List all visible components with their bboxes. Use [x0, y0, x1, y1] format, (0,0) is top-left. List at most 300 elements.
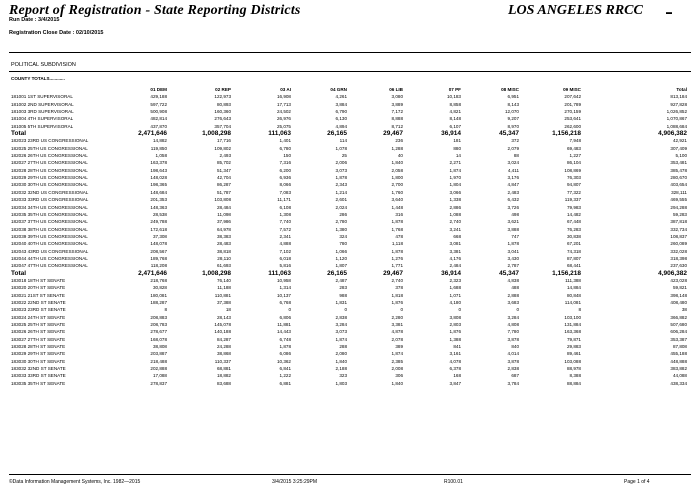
table-cell: 3,066 — [449, 189, 461, 195]
table-cell: 283 — [339, 285, 347, 291]
district-name: 183028 28TH ST SENATE — [11, 344, 66, 350]
column-header: 01 DEM — [150, 87, 167, 92]
table-cell: 163,378 — [150, 160, 167, 166]
table-cell: 1,120 — [335, 255, 347, 261]
table-cell: 3,081 — [449, 241, 461, 247]
table-cell: 1,840 — [391, 160, 403, 166]
table-cell: 45,347 — [499, 269, 519, 277]
table-cell: 37,308 — [152, 233, 167, 239]
table-cell: 86,287 — [216, 182, 231, 188]
table-cell: 8,066 — [279, 182, 291, 188]
table-cell: 7,083 — [279, 189, 291, 195]
table-cell: 2,838 — [507, 366, 519, 372]
table-cell: 1,066 — [335, 248, 347, 254]
table-cell: 318,398 — [670, 255, 687, 261]
table-row — [11, 145, 687, 152]
table-row — [11, 380, 687, 387]
district-name: 183027 27TH ST SENATE — [11, 336, 66, 342]
table-cell: 488 — [511, 285, 519, 291]
table-cell: 4,411 — [507, 167, 519, 173]
column-header: 09 MISC — [563, 87, 581, 92]
column-header: 02 REP — [215, 87, 231, 92]
table-cell: 201,353 — [150, 197, 167, 203]
district-name: 182028 28TH US CONGRESSIONAL — [11, 167, 88, 173]
table-cell: 42,921 — [672, 138, 687, 144]
district-name: 182032 32ND US CONGRESSIONAL — [11, 189, 89, 195]
table-cell: 1,831 — [335, 299, 347, 305]
table-cell: 18,882 — [216, 373, 231, 379]
table-cell: 2,024 — [335, 204, 347, 210]
table-cell: 1,314 — [279, 285, 291, 291]
table-cell: 1,227 — [569, 153, 581, 159]
table-cell: 198,365 — [150, 182, 167, 188]
table-cell: 10,137 — [276, 292, 291, 298]
table-cell: 1,768 — [391, 226, 403, 232]
table-cell: 2,341 — [279, 233, 291, 239]
table-cell: 26,165 — [327, 269, 347, 277]
table-cell: 148,078 — [150, 241, 167, 247]
table-cell: 1,338 — [449, 197, 461, 203]
table-cell: 357,704 — [214, 123, 231, 129]
table-row — [11, 240, 687, 247]
district-name: 183023 23RD ST SENATE — [11, 307, 66, 313]
table-cell: 278,677 — [150, 329, 167, 335]
table-cell: 2,471,646 — [138, 130, 167, 138]
table-cell: 2,271 — [449, 160, 461, 166]
table-cell: 28,538 — [152, 211, 167, 217]
table-cell: 36,914 — [441, 130, 461, 138]
table-cell: 218,488 — [150, 358, 167, 364]
table-cell: 85,702 — [216, 160, 231, 166]
table-cell: 180,081 — [150, 292, 167, 298]
district-name: 181002 2ND SUPERVISORAL — [11, 101, 74, 107]
table-cell: 114 — [339, 138, 347, 144]
table-cell: 3,888 — [507, 226, 519, 232]
table-cell: 437,870 — [150, 123, 167, 129]
table-cell: 880 — [453, 145, 461, 151]
table-row — [11, 284, 687, 291]
table-cell: 2,601 — [335, 197, 347, 203]
district-name: 182027 27TH US CONGRESSIONAL — [11, 160, 88, 166]
table-cell: 270,159 — [564, 109, 581, 115]
table-cell: 1,878 — [391, 219, 403, 225]
table-cell: 8 — [164, 307, 167, 313]
district-name: 183033 33RD ST SENATE — [11, 373, 66, 379]
table-cell: 203,887 — [150, 351, 167, 357]
table-cell: 140,188 — [214, 329, 231, 335]
table-cell: 36,914 — [441, 269, 461, 277]
table-cell: 482,814 — [150, 116, 167, 122]
table-cell: 150 — [283, 153, 291, 159]
table-cell: 37,986 — [216, 219, 231, 225]
table-cell: 25,075 — [276, 123, 291, 129]
district-name: 183021 21ST ST SENATE — [11, 292, 65, 298]
table-cell: 111,063 — [268, 130, 291, 138]
table-cell: 294,288 — [670, 204, 687, 210]
table-cell: 148,684 — [150, 189, 167, 195]
table-cell: 3,284 — [507, 314, 519, 320]
table-cell: 67,201 — [566, 241, 581, 247]
table-cell: 2,780 — [335, 219, 347, 225]
table-row — [11, 189, 687, 196]
table-row — [11, 262, 687, 269]
district-name: 181005 5TH SUPERVISORAL — [11, 123, 74, 129]
table-cell: 87,807 — [566, 255, 581, 261]
table-cell: 4,176 — [449, 255, 461, 261]
table-cell: 2,483 — [507, 189, 519, 195]
table-cell: 6,881 — [279, 380, 291, 386]
table-cell: 208,883 — [150, 314, 167, 320]
table-cell: 3,847 — [449, 380, 461, 386]
table-cell: 1,760 — [391, 189, 403, 195]
table-cell: 1,156,218 — [552, 269, 581, 277]
table-cell: 207,642 — [564, 94, 581, 100]
table-cell: 119,850 — [150, 145, 167, 151]
table-cell: 236 — [395, 138, 403, 144]
table-cell: 1,874 — [391, 351, 403, 357]
table-cell: 3,241 — [449, 226, 461, 232]
table-cell: 6,936 — [279, 175, 291, 181]
table-cell: 2,888 — [507, 292, 519, 298]
table-cell: 1,771 — [391, 263, 403, 269]
table-cell: 1,840 — [391, 380, 403, 386]
table-cell: 3,784 — [507, 380, 519, 386]
table-cell: 114,081 — [564, 299, 581, 305]
table-cell: 8,970 — [507, 123, 519, 129]
table-cell: 353,387 — [670, 336, 687, 342]
district-name: 182025 25TH US CONGRESSIONAL — [11, 145, 88, 151]
table-cell: 3,073 — [335, 167, 347, 173]
table-cell: 2,078 — [391, 336, 403, 342]
table-cell: 111,388 — [565, 277, 581, 283]
table-cell: 7,948 — [569, 138, 581, 144]
table-cell: 988 — [339, 292, 347, 298]
table-cell: 6,130 — [335, 116, 347, 122]
table-cell: 1,276 — [391, 255, 403, 261]
table-cell: 1,088 — [449, 211, 461, 217]
table-cell: 111,063 — [268, 269, 291, 277]
table-row — [11, 299, 687, 306]
table-cell: 366,882 — [670, 314, 687, 320]
table-cell: 6,790 — [335, 109, 347, 115]
table-cell: 108,869 — [564, 167, 581, 173]
table-cell: 38,383 — [216, 233, 231, 239]
table-row — [11, 101, 687, 108]
table-cell: 1,874 — [449, 167, 461, 173]
table-cell: 201,789 — [564, 101, 581, 107]
district-name: Total — [11, 269, 27, 277]
table-cell: 429,188 — [150, 94, 167, 100]
table-cell: 3,024 — [507, 160, 519, 166]
table-cell: 168 — [453, 373, 461, 379]
district-name: 183024 24TH ST SENATE — [11, 314, 66, 320]
table-row — [11, 167, 687, 174]
table-cell: 148,028 — [150, 175, 167, 181]
table-cell: 3,621 — [507, 219, 519, 225]
table-cell: 6,378 — [449, 366, 461, 372]
total-row — [11, 130, 687, 137]
table-cell: 76,303 — [566, 175, 581, 181]
table-cell: 40 — [397, 153, 403, 159]
table-cell: 398,148 — [670, 292, 687, 298]
table-cell: 17,088 — [152, 373, 167, 379]
table-row — [11, 233, 687, 240]
table-cell: 2,493 — [219, 153, 231, 159]
run-date: Run Date : 3/4/2015 — [9, 17, 60, 23]
table-cell: 122,973 — [214, 94, 231, 100]
table-cell: 6,086 — [279, 351, 291, 357]
table-cell: 7,572 — [279, 226, 291, 232]
table-cell: 3,284 — [335, 322, 347, 327]
table-row — [11, 350, 687, 357]
organization-name: LOS ANGELES RRCC — [508, 3, 643, 18]
table-cell: 2,787 — [507, 263, 519, 269]
table-cell: 8,148 — [449, 116, 461, 122]
table-cell: 68,441 — [566, 263, 581, 269]
table-cell: 24,288 — [216, 344, 231, 350]
table-cell: 172,618 — [150, 226, 167, 232]
table-cell: 4,847 — [507, 182, 519, 188]
table-cell: 2,008 — [391, 366, 403, 372]
table-cell: 14,482 — [566, 211, 581, 217]
table-cell: 11,098 — [217, 211, 231, 217]
table-cell: 26,976 — [276, 116, 291, 122]
table-cell: 3,683 — [507, 299, 519, 305]
table-cell: 8,858 — [449, 101, 461, 107]
table-cell: 45,347 — [499, 130, 519, 138]
table-cell: 25 — [341, 153, 347, 159]
table-cell: 3,073 — [335, 329, 347, 335]
section-divider — [9, 71, 691, 72]
table-cell: 3,381 — [449, 248, 461, 254]
table-cell: 86,104 — [566, 160, 581, 166]
table-cell: 316 — [395, 211, 403, 217]
table-cell: 3,381 — [391, 322, 403, 327]
table-cell: 163,368 — [564, 329, 581, 335]
district-name: 183035 35TH ST SENATE — [11, 380, 66, 386]
table-cell: 88,978 — [566, 366, 581, 372]
table-cell: 1,308 — [279, 211, 291, 217]
table-cell: 253,641 — [564, 116, 581, 122]
table-cell: 1,874 — [335, 336, 347, 342]
table-cell: 606,284 — [670, 329, 687, 335]
table-cell: 403,654 — [670, 182, 687, 188]
table-cell: 118,208 — [150, 263, 167, 269]
table-cell: 79,871 — [566, 336, 581, 342]
report-title: Report of Registration - State Reporting Districts — [9, 3, 301, 18]
table-cell: 813,184 — [670, 94, 687, 100]
footer-divider — [9, 474, 691, 475]
table-cell: 0 — [288, 307, 291, 313]
table-cell: 76,283 — [566, 226, 581, 232]
table-cell: 1,078 — [335, 145, 347, 151]
table-cell: 4,906,382 — [658, 269, 687, 277]
table-cell: 3,161 — [449, 351, 461, 357]
table-cell: 372 — [511, 138, 519, 144]
table-row — [11, 218, 687, 225]
table-cell: 7,102 — [279, 248, 291, 254]
table-cell: 1,878 — [391, 248, 403, 254]
table-cell: 7,316 — [279, 160, 291, 166]
table-cell: 88 — [513, 153, 519, 159]
column-header: 08 MISC — [501, 87, 519, 92]
district-name: 182038 38TH US CONGRESSIONAL — [11, 226, 88, 232]
table-cell: 30,838 — [566, 233, 581, 239]
table-cell: 0 — [458, 307, 461, 313]
table-cell: 28,110 — [217, 255, 231, 261]
table-cell: 3,878 — [507, 358, 519, 364]
table-cell: 16,908 — [276, 94, 291, 100]
table-cell: 110,881 — [214, 292, 231, 298]
table-cell: 3,808 — [449, 314, 461, 320]
table-cell: 276,643 — [214, 116, 231, 122]
column-header: 07 PF — [448, 87, 461, 92]
table-cell: 6,107 — [449, 123, 461, 129]
table-cell: 1,688 — [449, 285, 461, 291]
table-cell: 3,889 — [391, 101, 403, 107]
table-cell: 3,430 — [507, 255, 519, 261]
table-cell: 17,713 — [276, 101, 291, 107]
district-name: 182040 40TH US CONGRESSIONAL — [11, 241, 88, 247]
table-cell: 469,555 — [670, 197, 687, 203]
table-cell: 61,693 — [216, 263, 231, 269]
table-cell: 1,878 — [279, 344, 291, 350]
table-row — [11, 152, 687, 159]
table-cell: 131,884 — [564, 322, 581, 327]
table-cell: 29,883 — [566, 344, 581, 350]
district-name: 181004 4TH SUPERVISORAL — [11, 116, 74, 122]
table-cell: 64,978 — [216, 226, 231, 232]
table-cell: 1,800 — [391, 175, 403, 181]
district-name: 181001 1ST SUPERVISORAL — [11, 94, 73, 100]
table-cell: 198,643 — [150, 167, 167, 173]
table-row — [11, 115, 687, 122]
table-cell: 103,100 — [564, 314, 581, 320]
district-name: 183032 32ND ST SENATE — [11, 366, 66, 372]
table-row — [11, 306, 687, 313]
table-cell: 218,768 — [150, 277, 167, 283]
table-cell: 1,071 — [449, 292, 461, 298]
table-cell: 8,388 — [569, 373, 581, 379]
table-row — [11, 159, 687, 166]
table-cell: 1,380 — [335, 226, 347, 232]
organization-mark: ▬ — [666, 10, 672, 16]
table-cell: 668 — [453, 233, 461, 239]
table-cell: 4,878 — [391, 329, 403, 335]
table-cell: 0 — [516, 307, 519, 313]
table-cell: 1,118 — [391, 241, 403, 247]
column-header: 06 LIB — [389, 87, 403, 92]
table-cell: 77,322 — [566, 189, 581, 195]
district-name: 183022 22ND ST SENATE — [11, 299, 66, 305]
table-cell: 1,818 — [391, 292, 403, 298]
table-cell: 11,188 — [217, 285, 231, 291]
table-cell: 74,318 — [566, 248, 581, 254]
district-name: 182035 35TH US CONGRESSIONAL — [11, 211, 88, 217]
footer-report-id: R100.01 — [444, 479, 463, 485]
table-cell: 1,214 — [335, 189, 347, 195]
table-row — [11, 328, 687, 335]
table-cell: 42,704 — [216, 175, 231, 181]
table-cell: 10,183 — [446, 94, 461, 100]
table-cell: 2,385 — [391, 358, 403, 364]
table-cell: 37,388 — [216, 299, 231, 305]
table-cell: 110,337 — [214, 358, 231, 364]
table-cell: 306 — [395, 373, 403, 379]
table-cell: 278,837 — [150, 380, 167, 386]
table-cell: 8,888 — [391, 116, 403, 122]
table-cell: 2,803 — [449, 322, 461, 327]
table-cell: 6,806 — [279, 314, 291, 320]
table-row — [11, 277, 687, 284]
district-name: 182029 29TH US CONGRESSIONAL — [11, 175, 88, 181]
table-cell: 323 — [339, 373, 347, 379]
table-cell: 145,078 — [214, 322, 231, 327]
table-cell: 2,280 — [391, 314, 403, 320]
table-cell: 7,740 — [279, 219, 291, 225]
table-cell: 4,808 — [507, 322, 519, 327]
table-cell: 84,287 — [216, 336, 231, 342]
table-cell: 507,680 — [670, 322, 687, 327]
table-row — [11, 196, 687, 203]
table-cell: 448,888 — [670, 358, 687, 364]
table-cell: 2,838 — [335, 314, 347, 320]
table-cell: 3,878 — [507, 336, 519, 342]
table-cell: 6,780 — [279, 145, 291, 151]
table-cell: 6,748 — [279, 336, 291, 342]
table-cell: 26,165 — [327, 130, 347, 138]
table-cell: 202,888 — [150, 366, 167, 372]
table-cell: 59,283 — [672, 211, 687, 217]
table-cell: 2,484 — [449, 263, 461, 269]
table-cell: 4,894 — [335, 123, 347, 129]
table-cell: 89,461 — [566, 351, 581, 357]
district-name: 182039 39TH US CONGRESSIONAL — [11, 233, 88, 239]
table-cell: 38,818 — [216, 248, 231, 254]
table-cell: 1,803 — [335, 380, 347, 386]
table-cell: 1,878 — [507, 241, 519, 247]
table-cell: 14,884 — [566, 285, 581, 291]
table-cell: 385,478 — [670, 167, 687, 173]
table-cell: 4,838 — [507, 277, 519, 283]
table-cell: 260,089 — [670, 241, 687, 247]
table-cell: 109,802 — [214, 145, 231, 151]
table-cell: 423,028 — [670, 277, 687, 283]
table-cell: 51,347 — [216, 167, 231, 173]
table-cell: 4,014 — [507, 351, 519, 357]
district-name: 182047 47TH US CONGRESSIONAL — [11, 263, 88, 269]
table-cell: 8 — [578, 307, 581, 313]
district-name: 182033 33RD US CONGRESSIONAL — [11, 197, 89, 203]
table-cell: 59,821 — [672, 285, 687, 291]
district-name: 181003 3RD SUPERVISORAL — [11, 109, 74, 115]
table-row — [11, 181, 687, 188]
table-row — [11, 292, 687, 299]
district-name: 183030 30TH ST SENATE — [11, 358, 66, 364]
table-cell: 1,222 — [279, 373, 291, 379]
table-cell: 498 — [511, 211, 519, 217]
table-cell: 88,884 — [566, 380, 581, 386]
table-cell: 38 — [681, 307, 687, 313]
district-name: Total — [11, 130, 27, 138]
footer-printed-date: 3/4/2015 3:25:29PM — [272, 479, 318, 485]
table-row — [11, 248, 687, 255]
district-name: 182043 43RD US CONGRESSIONAL — [11, 248, 89, 254]
table-cell: 44,088 — [672, 373, 687, 379]
table-cell: 3,041 — [507, 248, 519, 254]
table-cell: 1,088,684 — [666, 123, 687, 129]
table-cell: 1,008,298 — [202, 130, 231, 138]
